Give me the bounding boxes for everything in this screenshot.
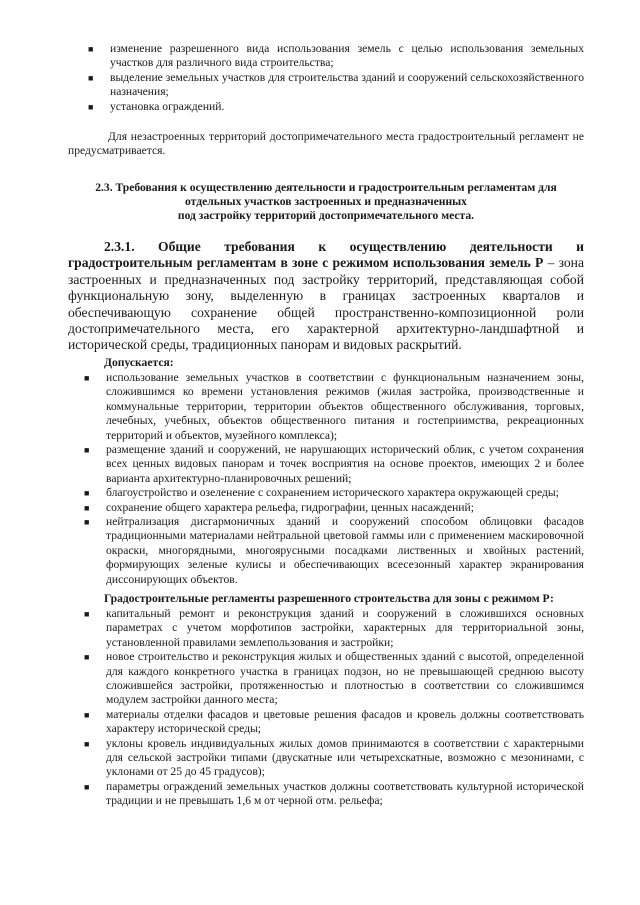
bullet-icon: ■ xyxy=(84,609,90,619)
regulations-heading: Градостроительные регламенты разрешенного строительства для зоны с режимом Р: xyxy=(104,592,554,605)
subsection-text: – зона застроенных и предназначенных под застройку территорий, представляющая собой функциональную зону, выделенную в границах застроенных кварталов и обеспечивающую сохранение общей пространственно-композиционной роли достопримечательного места, его характерной архитектурно-ландшафтной и исторической среды, традиционных панорам и видовых раскрытий. xyxy=(68,255,584,353)
bullet-icon: ■ xyxy=(84,652,90,663)
list-item: ■ параметры ограждений земельных участков должны соответствовать культурной исторической традиции и не превышать 1,6 м от черной отм. рельефа; xyxy=(84,779,584,808)
bullet-icon: ■ xyxy=(84,373,90,383)
list-item: ■ благоустройство и озеленение с сохранением исторического характера окружающей среды; xyxy=(84,486,559,500)
undeveloped-note: Для незастроенных территорий достопримечательного места градостроительный регламент не предусматривается. xyxy=(68,130,584,158)
list-item: ■ изменение разрешенного вида использования земель с целью использования земельных участков для различного вида строительства; xyxy=(88,42,584,70)
bullet-icon: ■ xyxy=(84,738,90,749)
bullet-icon: ■ xyxy=(84,709,90,720)
top-bullet-list xyxy=(88,42,584,114)
bullet-icon: ■ xyxy=(84,488,90,499)
list-item: ■ нейтрализация дисгармоничных зданий и сооружений способом облицовки фасадов традиционными материалами нейтральной цветовой гаммы или с применением маскировочной окраски, многорядными, многоярусными посадками лиственных и хвойных растений, формирующих зеленые кулисы и обеспечивающих всесезонный характер экранирования диссонирующих объектов. xyxy=(84,515,584,586)
regulations-bullet-list xyxy=(84,607,584,809)
list-item: ■ использование земельных участков в соответствии с функциональным назначением зоны, сложившимся ко времени установления режимов (жилая застройка, производственные и коммунальные территории, территории объектов общественного обслуживания, торговых, лечебных, учебных, объектов общественного питания и гостеприимства, рекреационных территорий и объектов, музейного комплекса); xyxy=(84,371,584,442)
bullet-icon: ■ xyxy=(84,502,90,513)
list-item: ■ капитальный ремонт и реконструкция зданий и сооружений в сложившихся основных параметрах с учетом морфотипов застройки, характерных для территориальной зоны, установленной правилами землепользования и застройки; xyxy=(84,607,584,649)
list-item: ■ уклоны кровель индивидуальных жилых домов принимаются в соответствии с характерными для сельской застройки типами (двускатные или четырехскатные, возможно с мезонинами, с уклонами от 25 до 45 градусов); xyxy=(84,736,584,779)
list-item: ■ выделение земельных участков для строительства зданий и сооружений сельскохозяйственного назначения; xyxy=(88,70,584,99)
bullet-icon: ■ xyxy=(88,72,94,83)
subsection-title: 2.3.1. Общие требования к осуществлению деятельности и градостроительным регламентам в зоне с режимом использования земель Р xyxy=(68,239,584,271)
bullet-icon: ■ xyxy=(84,517,90,528)
list-item: ■ материалы отделки фасадов и цветовые решения фасадов и кровель должны соответствовать характеру исторической среды; xyxy=(84,707,584,736)
bullet-icon: ■ xyxy=(84,445,90,456)
bullet-icon: ■ xyxy=(88,44,94,54)
section-heading: 2.3. Требования к осуществлению деятельности и градостроительным регламентам для отдельных участков застроенных и предназначенных под застройку территорий достопримечательного места. xyxy=(95,181,557,222)
subsection-paragraph xyxy=(68,239,584,354)
list-item: ■ установка ограждений. xyxy=(88,99,225,113)
list-item: ■ размещение зданий и сооружений, не нарушающих исторический облик, с учетом сохранения всех ценных видовых панорам и точек восприятия на основе проектов, имеющих 2 и более варианта архитектурно-планировочных решений; xyxy=(84,443,584,485)
allowed-bullet-list xyxy=(84,371,584,587)
allowed-heading: Допускается: xyxy=(104,356,174,369)
bullet-icon: ■ xyxy=(88,101,94,112)
bullet-icon: ■ xyxy=(84,781,90,792)
list-item: ■ новое строительство и реконструкция жилых и общественных зданий с высотой, определенной для каждого конкретного участка в границах подзон, но не превышающей среднюю высоту сложившейся застройки, протяженностью и плотностью в соответствии со сложившимся модулем застройки данного места; xyxy=(84,650,584,707)
list-item: ■ сохранение общего характера рельефа, гидрографии, ценных насаждений; xyxy=(84,500,474,514)
